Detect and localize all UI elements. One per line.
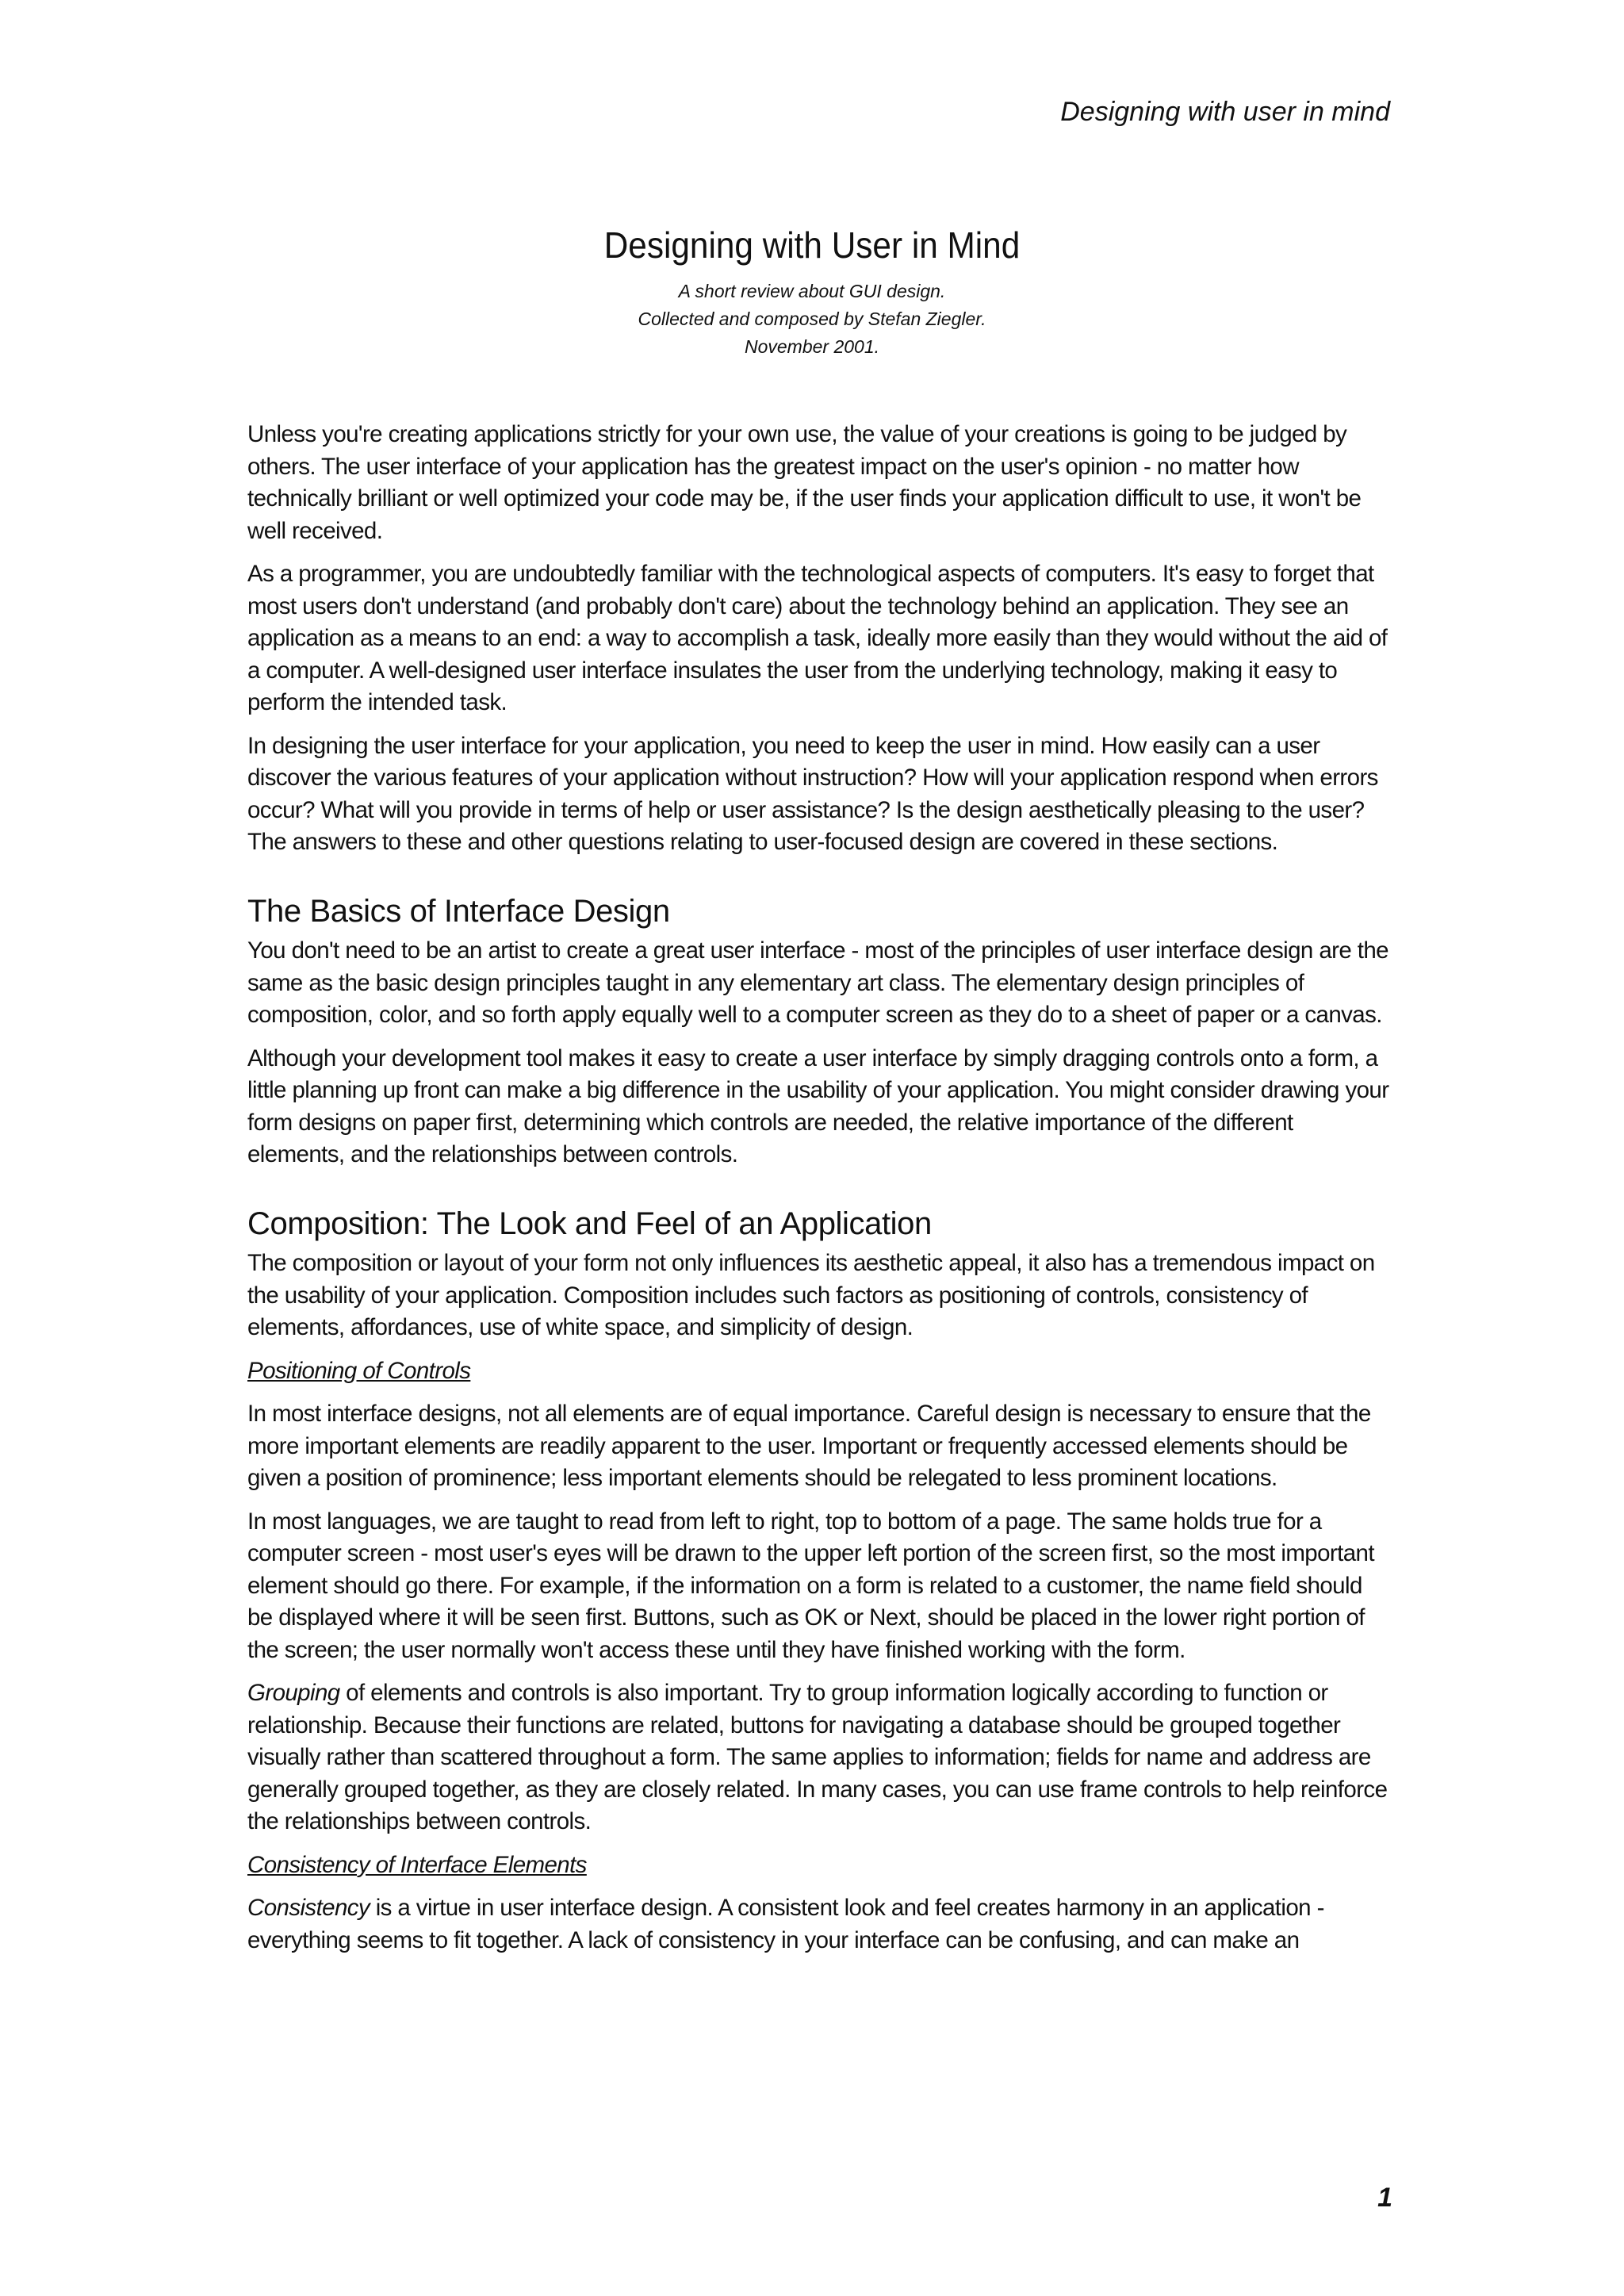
consistency-text: is a virtue in user interface design. A consistent look and feel creates harmony in an application - everything seems to fit together. A lack of consistency in your interface can be confusing, and can make an [247, 1895, 1324, 1953]
consistency-paragraph [247, 1892, 1389, 1957]
author-line: Collected and composed by Stefan Ziegler. [638, 309, 986, 329]
positioning-paragraph: In most languages, we are taught to read from left to right, top to bottom of a page. The same holds true for a computer screen - most user's eyes will be drawn to the upper left portion of the screen first, so the most important element should go there. For example, if the information on a form is related to a customer, the name field should be displayed where it will be seen first. Buttons, such as OK or Next, should be placed in the lower right portion of the screen; the user normally won't access these until they have finished working with the form. [247, 1508, 1374, 1663]
intro-paragraph: In designing the user interface for your application, you need to keep the user in mind. How easily can a user discover the various features of your application without instruction? How will your application respond when errors occur? What will you provide in terms of help or user assistance? Is the design aesthetically pleasing to the user? The answers to these and other questions relating to user-focused design are covered in these sections. [247, 732, 1378, 855]
date-line: November 2001. [744, 336, 880, 357]
consistency-term: Consistency [247, 1895, 370, 1921]
grouping-text: of elements and controls is also important. Try to group information logically according to function or relationship. Because their functions are related, buttons for navigating a database should be grouped together visually rather than scattered throughout a form. The same applies to information; fields for name and address are generally grouped together, as they are closely related. In many cases, you can use frame controls to help reinforce the relationships between controls. [247, 1680, 1388, 1834]
intro-paragraph: Unless you're creating applications strictly for your own use, the value of your creations is going to be judged by others. The user interface of your application has the greatest impact on the user's opinion - no matter how technically brilliant or well optimized your code may be, if the user finds your application difficult to use, it won't be well received. [247, 421, 1362, 544]
basics-paragraph: Although your development tool makes it easy to create a user interface by simply dragging controls onto a form, a little planning up front can make a big difference in the usability of your application. You might consider drawing your form designs on paper first, determining which controls are needed, the relative importance of the different elements, and the relationships between controls. [247, 1045, 1389, 1167]
running-header: Designing with user in mind [1060, 97, 1390, 127]
section-heading: Composition: The Look and Feel of an Application [247, 1205, 932, 1241]
title-block [0, 224, 1624, 361]
grouping-term: Grouping [247, 1680, 340, 1706]
subtitle-line: A short review about GUI design. [678, 281, 946, 301]
positioning-paragraph: In most interface designs, not all elements are of equal importance. Careful design is necessary to ensure that the more important elements are readily apparent to the user. Important or frequently accessed elements should be given a position of prominence; less important elements should be relegated to less prominent locations. [247, 1401, 1371, 1491]
section-heading: The Basics of Interface Design [247, 893, 670, 929]
grouping-paragraph [247, 1677, 1389, 1838]
basics-paragraph: You don't need to be an artist to create a great user interface - most of the principles of user interface design are the same as the basic design principles taught in any elementary art class. The elementary design principles of composition, color, and so forth apply equally well to a computer screen as they do to a sheet of paper or a canvas. [247, 937, 1388, 1028]
subsection-heading: Positioning of Controls [247, 1357, 471, 1384]
composition-paragraph: The composition or layout of your form not only influences its aesthetic appeal, it also has a tremendous impact on the usability of your application. Composition includes such factors as positioning of controls, consistency of elements, affordances, use of white space, and simplicity of design. [247, 1250, 1375, 1340]
intro-paragraph: As a programmer, you are undoubtedly familiar with the technological aspects of computers. It's easy to forget that most users don't understand (and probably don't care) about the technology behind an application. They see an application as a means to an end: a way to accomplish a task, ideally more easily than they would without the aid of a computer. A well-designed user interface insulates the user from the underlying technology, making it easy to perform the intended task. [247, 561, 1388, 715]
subsection-heading: Consistency of Interface Elements [247, 1851, 587, 1878]
document-title: Designing with User in Mind [603, 224, 1021, 266]
page-number: 1 [1377, 2183, 1392, 2213]
document-body [247, 419, 1389, 1968]
